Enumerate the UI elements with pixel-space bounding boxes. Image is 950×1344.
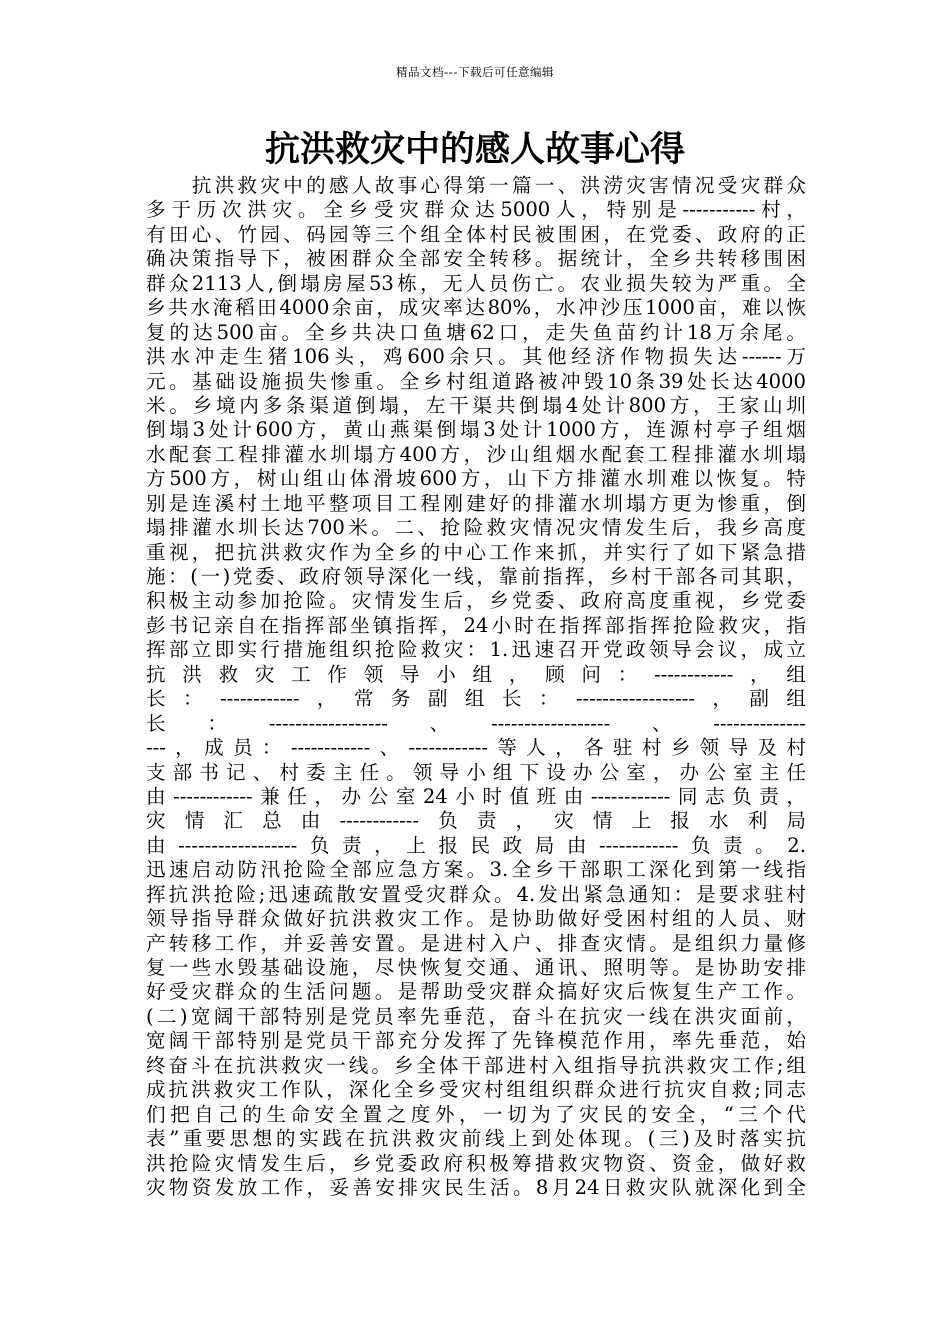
body-line: ---，成员：------------、------------等人，各驻村乡领导及村 <box>146 736 806 760</box>
body-line: (二)宽阔干部特别是党员率先垂范，奋斗在抗灾一线在洪灾面前， <box>146 1004 806 1028</box>
body-line: 终奋斗在抗洪救灾一线。乡全体干部进村入组指导抗洪救灾工作;组 <box>146 1053 806 1077</box>
page-header-note: 精品文档---下载后可任意编辑 <box>396 65 554 79</box>
body-line: 倒塌3处计600方，黄山燕渠倒塌3处计1000方，连源村亭子组烟 <box>146 418 806 442</box>
body-line: 宽阔干部特别是党员干部充分发挥了先锋模范作用，率先垂范，始 <box>146 1029 806 1053</box>
body-line: 复的达500亩。全乡共决口鱼塘62口，走失鱼苗约计18万余尾。 <box>146 320 806 344</box>
body-line: 迅速启动防汛抢险全部应急方案。3.全乡干部职工深化到第一线指 <box>146 858 806 882</box>
body-line: 挥抗洪抢险;迅速疏散安置受灾群众。4.发出紧急通知：是要求驻村 <box>146 882 806 906</box>
body-line: 表”重要思想的实践在抗洪救灾前线上到处体现。(三)及时落实抗 <box>146 1127 806 1151</box>
body-line: 产转移工作，并妥善安置。是进村入户、排查灾情。是组织力量修 <box>146 931 806 955</box>
body-line: 由------------兼任，办公室24小时值班由------------同志负责， <box>146 784 806 808</box>
body-line: 有田心、竹园、码园等三个组全体村民被围困，在党委、政府的正 <box>146 222 806 246</box>
document-body <box>146 174 806 1200</box>
body-line: 元。基础设施损失惨重。全乡村组道路被冲毁10条39处长达4000 <box>146 369 806 393</box>
body-line: 别是连溪村土地平整项目工程刚建好的排灌水圳塌方更为惨重，倒 <box>146 491 806 515</box>
body-line: 们把自己的生命安全置之度外，一切为了灾民的安全，“三个代 <box>146 1102 806 1126</box>
body-line: 支部书记、村委主任。领导小组下设办公室，办公室主任 <box>146 760 806 784</box>
body-line: 领导指导群众做好抗洪救灾工作。是协助做好受困村组的人员、财 <box>146 907 806 931</box>
body-line: 长：------------，常务副组长：------------------，副组 <box>146 687 806 711</box>
body-line: 复一些水毁基础设施，尽快恢复交通、通讯、照明等。是协助安排 <box>146 956 806 979</box>
body-line: 确决策指导下，被困群众全部安全转移。据统计，全乡共转移围困 <box>146 247 806 271</box>
body-line: 彭书记亲自在指挥部坐镇指挥，24小时在指挥部指挥抢险救灾，指 <box>146 613 806 637</box>
body-line: 由------------------负责，上报民政局由------------负责。2. <box>146 833 806 857</box>
body-line: 长：------------------、------------------、-------------- <box>146 711 806 735</box>
body-line: 灾物资发放工作，妥善安排灾民生活。8月24日救灾队就深化到全 <box>146 1175 806 1199</box>
body-line: 多于历次洪灾。全乡受灾群众达5000人，特别是-----------村， <box>146 198 806 222</box>
body-line: 好受灾群众的生活问题。是帮助受灾群众搞好灾后恢复生产工作。 <box>146 980 806 1004</box>
body-line: 灾情汇总由------------负责，灾情上报水利局 <box>146 809 806 833</box>
body-line: 洪抢险灾情发生后，乡党委政府积极筹措救灾物资、资金，做好救 <box>146 1151 806 1175</box>
body-line: 米。乡境内多条渠道倒塌，左干渠共倒塌4处计800方，王家山圳 <box>146 393 806 417</box>
body-line: 施：(一)党委、政府领导深化一线，靠前指挥，乡村干部各司其职， <box>146 565 806 588</box>
body-line: 成抗洪救灾工作队，深化全乡受灾村组组织群众进行抗灾自救;同志 <box>146 1078 806 1102</box>
body-line: 水配套工程排灌水圳塌方400方，沙山组烟水配套工程排灌水圳塌 <box>146 442 806 466</box>
body-line: 积极主动参加抢险。灾情发生后，乡党委、政府高度重视，乡党委 <box>146 589 806 613</box>
body-line: 方500方，树山组山体滑坡600方，山下方排灌水圳难以恢复。特 <box>146 467 806 491</box>
body-line: 重视，把抗洪救灾作为全乡的中心工作来抓，并实行了如下紧急措 <box>146 540 806 564</box>
body-line: 洪水冲走生猪106头，鸡600余只。其他经济作物损失达------万 <box>146 345 806 369</box>
body-line: 抗洪救灾工作领导小组，顾问：------------，组 <box>146 662 806 686</box>
body-line: 挥部立即实行措施组织抢险救灾：1.迅速召开党政领导会议，成立 <box>146 638 806 662</box>
document-title: 抗洪救灾中的感人故事心得 <box>264 130 685 170</box>
body-line: 群众2113人,倒塌房屋53栋，无人员伤亡。农业损失较为严重。全 <box>146 271 806 295</box>
body-line: 塌排灌水圳长达700米。二、抢险救灾情况灾情发生后，我乡高度 <box>146 516 806 540</box>
body-line: 乡共水淹稻田4000余亩，成灾率达80%，水冲沙压1000亩，难以恢 <box>146 296 806 320</box>
body-line: 抗洪救灾中的感人故事心得第一篇一、洪涝灾害情况受灾群众 <box>146 174 806 197</box>
